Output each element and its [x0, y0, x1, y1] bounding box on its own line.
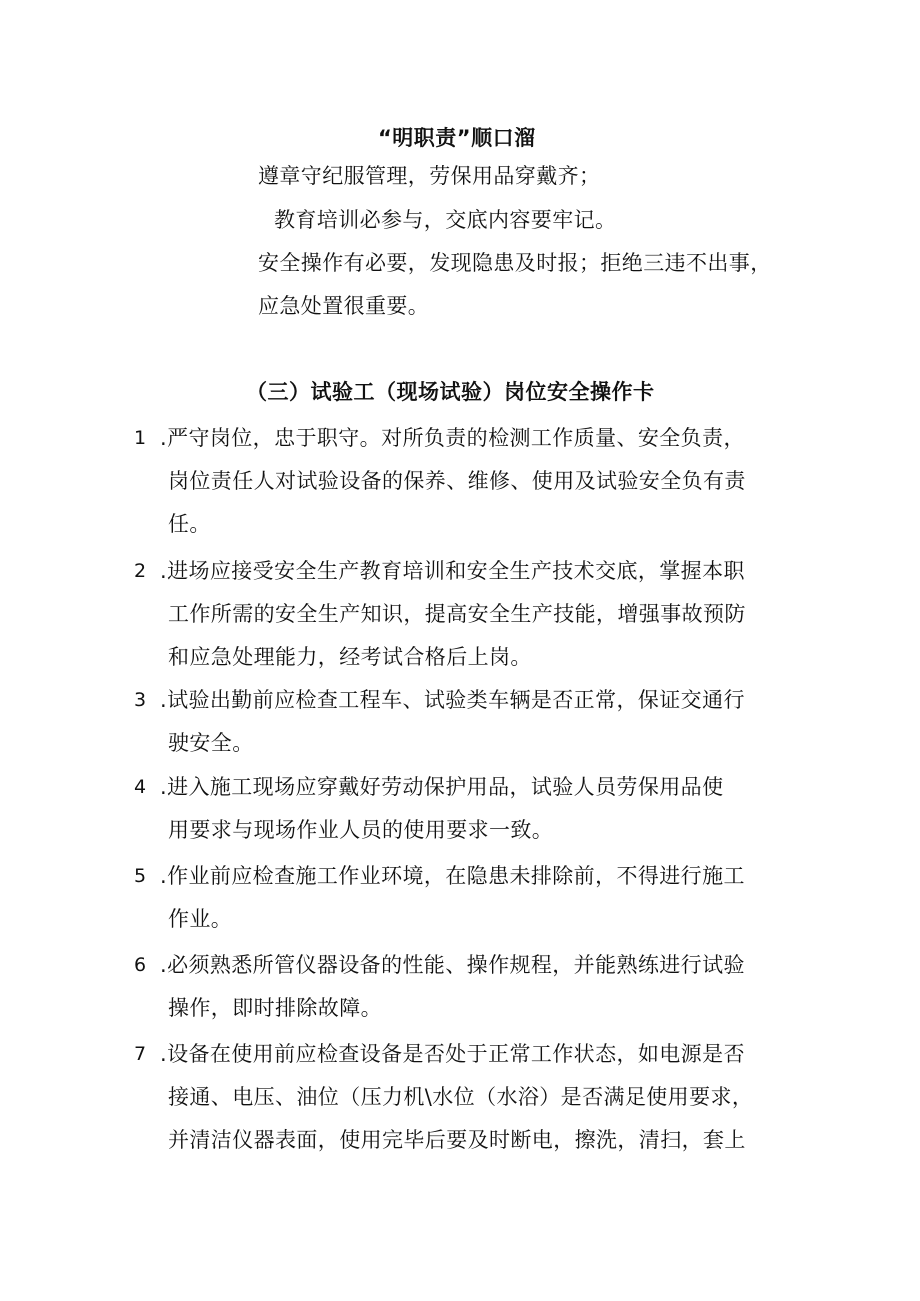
- item-line: .严守岗位，忠于职守。对所负责的检测工作质量、安全负责，: [160, 426, 745, 450]
- item-line: .必须熟悉所管仪器设备的性能、操作规程，并能熟练进行试验: [160, 953, 745, 977]
- item-number: 6: [134, 954, 147, 976]
- item-line: 用要求与现场作业人员的使用要求一致。: [168, 818, 554, 842]
- item-line: .设备在使用前应检查设备是否处于正常工作状态，如电源是否: [160, 1042, 745, 1066]
- section-title: （三）试验工（现场试验）岗位安全操作卡: [246, 380, 655, 404]
- item-line: 作业。: [168, 907, 233, 931]
- jingle-line: 教育培训必参与，交底内容要牢记。: [274, 208, 617, 232]
- item-line: 驶安全。: [168, 731, 254, 755]
- item-number: 7: [134, 1043, 147, 1065]
- item-number: 5: [134, 865, 147, 887]
- item-line: 和应急处理能力，经考试合格后上岗。: [168, 645, 532, 669]
- item-line: .进场应接受安全生产教育培训和安全生产技术交底，掌握本职: [160, 559, 745, 583]
- item-line: 接通、电压、油位（压力机\水位（水浴）是否满足使用要求，: [168, 1085, 754, 1109]
- item-line: .进入施工现场应穿戴好劳动保护用品，试验人员劳保用品使: [160, 775, 724, 799]
- jingle-line: 应急处置很重要。: [258, 294, 430, 318]
- item-line: 任。: [168, 512, 211, 536]
- jingle-line: 遵章守纪服管理，劳保用品穿戴齐；: [258, 164, 601, 188]
- item-number: 3: [134, 689, 147, 711]
- item-number: 2: [134, 560, 147, 582]
- item-number: 4: [134, 776, 147, 798]
- item-line: .作业前应检查施工作业环境，在隐患未排除前，不得进行施工: [160, 864, 745, 888]
- jingle-line: 安全操作有必要，发现隐患及时报；拒绝三违不出事，: [258, 251, 772, 275]
- jingle-title: “明职责”顺口溜: [378, 126, 536, 150]
- item-number: 1: [134, 427, 147, 449]
- item-line: 操作，即时排除故障。: [168, 996, 382, 1020]
- item-line: 并清洁仪器表面，使用完毕后要及时断电，擦洗，清扫，套上: [168, 1128, 746, 1152]
- item-line: .试验出勤前应检查工程车、试验类车辆是否正常，保证交通行: [160, 688, 745, 712]
- item-line: 岗位责任人对试验设备的保养、维修、使用及试验安全负有责: [168, 469, 746, 493]
- item-line: 工作所需的安全生产知识，提高安全生产技能，增强事故预防: [168, 602, 746, 626]
